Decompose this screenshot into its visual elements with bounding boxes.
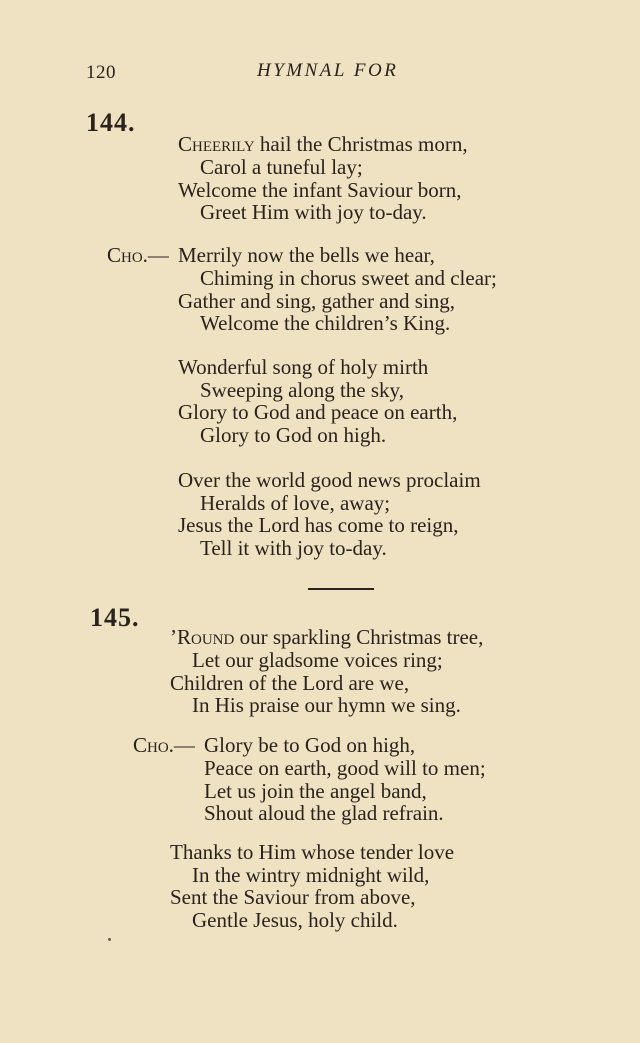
verse-line: Children of the Lord are we, [170, 671, 410, 695]
verse-line: Let our gladsome voices ring; [192, 648, 443, 672]
verse-line: Gather and sing, gather and sing, [178, 289, 456, 313]
verse-line-rest: our sparkling Christmas tree, [234, 625, 484, 649]
verse-line: Glory to God on high. [200, 423, 387, 447]
verse-line: Gentle Jesus, holy child. [192, 908, 398, 932]
verse-line [170, 626, 483, 648]
chorus-label: Cho.— [107, 243, 169, 267]
verse-line: Over the world good news proclaim [178, 468, 481, 492]
verse-line: Sent the Saviour from above, [170, 885, 416, 909]
verse-line: Jesus the Lord has come to reign, [178, 513, 459, 537]
verse-line: In the wintry midnight wild, [192, 863, 430, 887]
chorus-label: Cho.— [133, 733, 195, 757]
verse-line: Welcome the infant Saviour born, [178, 178, 462, 202]
page-number: 120 [86, 62, 116, 83]
verse-line: Greet Him with joy to-day. [200, 200, 427, 224]
verse-line: Thanks to Him whose tender love [170, 840, 455, 864]
verse-lead-word: ’Round [170, 625, 235, 649]
verse-line [178, 133, 468, 155]
verse-line: Glory be to God on high, [204, 733, 416, 757]
verse-line: Let us join the angel band, [204, 779, 427, 803]
verse-line: Shout aloud the glad refrain. [204, 801, 444, 825]
hymn-number-144: 144. [86, 108, 136, 137]
verse-lead-word: Cheerily [178, 132, 255, 156]
verse-line: Chiming in chorus sweet and clear; [200, 266, 497, 290]
verse-line: In His praise our hymn we sing. [192, 693, 461, 717]
verse-line: Heralds of love, away; [200, 491, 391, 515]
verse-line: Wonderful song of holy mirth [178, 355, 429, 379]
verse-line: Carol a tuneful lay; [200, 155, 363, 179]
verse-line: Glory to God and peace on earth, [178, 400, 458, 424]
verse-line: Tell it with joy to-day. [200, 536, 387, 560]
verse-line: Sweeping along the sky, [200, 378, 404, 402]
print-speck [108, 938, 111, 941]
verse-line: Merrily now the bells we hear, [178, 243, 435, 267]
hymn-divider [308, 588, 374, 590]
running-title: HYMNAL FOR [257, 60, 399, 81]
verse-line: Welcome the children’s King. [200, 311, 451, 335]
verse-line: Peace on earth, good will to men; [204, 756, 486, 780]
hymn-number-145: 145. [90, 603, 140, 632]
verse-line-rest: hail the Christmas morn, [254, 132, 468, 156]
